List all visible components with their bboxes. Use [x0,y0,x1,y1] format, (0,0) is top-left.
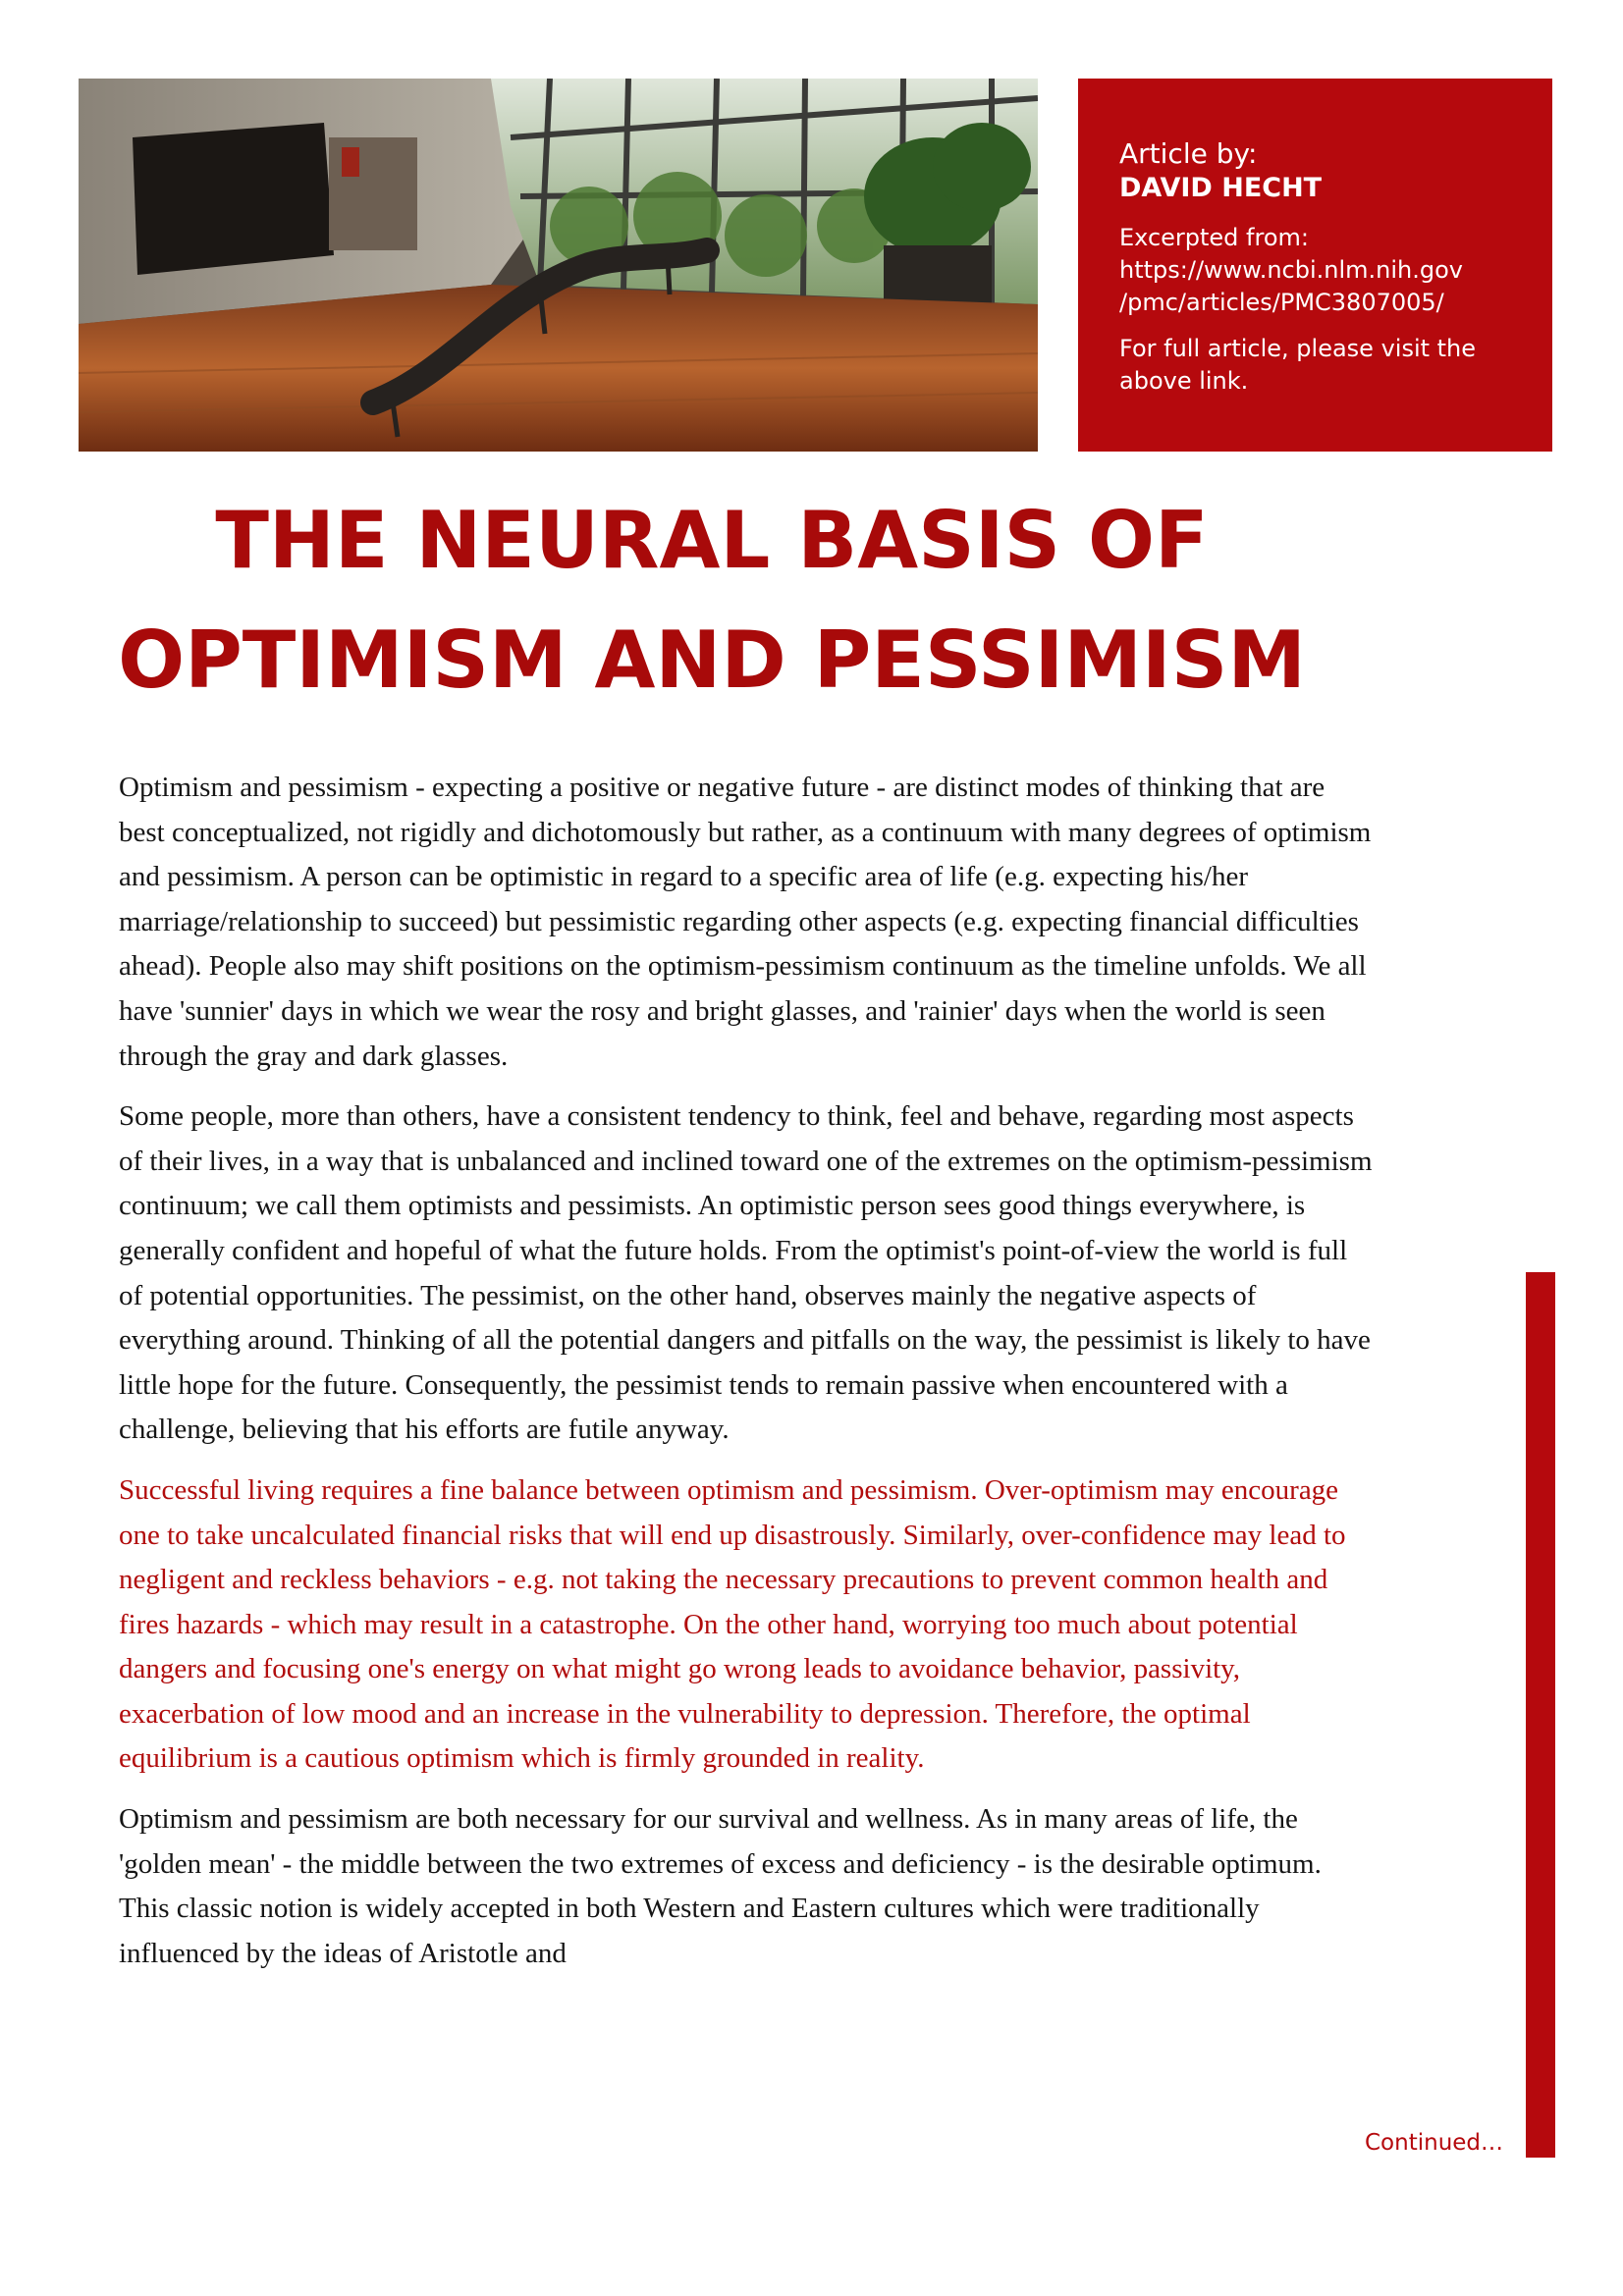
paragraph-2: Some people, more than others, have a consistent tendency to think, feel and behave, regarding most aspects of their lives, in a way that is unbalanced and inclined toward one of the extremes on the optimism-pessimism continuum; we call them optimists and pessimists. An optimistic person sees good things everywhere, is generally confident and hopeful of what the future holds. From the optimist's point-of-view the world is full of potential opportunities. The pessimist, on the other hand, observes mainly the negative aspects of everything around. Thinking of all the potential dangers and pitfalls on the way, the pessimist is likely to have little hope for the future. Consequently, the pessimist tends to remain passive when encountered with a challenge, believing that his efforts are futile anyway. [119,1100,1373,1446]
article-info-box [1078,79,1552,452]
interior-hall-image [79,79,1038,452]
excerpted-label: Excerpted from: [1119,224,1309,251]
decorative-side-bar [1526,1272,1555,2158]
title-line-1: THE NEURAL BASIS OF [215,495,1209,586]
paragraph-3-highlighted: Successful living requires a fine balance between optimism and pessimism. Over-optimism may encourage one to take uncalculated financial risks that will end up disastrously. Similarly, over-confidence may lead to negligent and reckless behaviors - e.g. not taking the necessary precautions to prevent common health and fires hazards - which may result in a catastrophe. On the other hand, worrying too much about potential dangers and focusing one's energy on what might go wrong leads to avoidance behavior, passivity, exacerbation of low mood and an increase in the vulnerability to depression. Therefore, the optimal equilibrium is a cautious optimism which is firmly grounded in reality. [119,1473,1346,1775]
source-url-line1[interactable]: https://www.ncbi.nlm.nih.gov [1119,256,1464,284]
page-title [79,481,1345,721]
title-line-2: OPTIMISM AND PESSIMISM [118,614,1306,706]
paragraph-4: Optimism and pessimism are both necessary for our survival and wellness. As in many areas of life, the 'golden mean' - the middle between the two extremes of excess and deficiency - is the desirable optimum. This classic notion is widely accepted in both Western and Eastern cultures which were traditionally influenced by the ideas of Aristotle and [119,1803,1322,1969]
source-url-line2[interactable]: /pmc/articles/PMC3807005/ [1119,289,1444,316]
header-photo [79,79,1038,452]
author-name: DAVID HECHT [1119,173,1323,203]
article-body [119,766,1376,1992]
note-line2: above link. [1119,367,1249,395]
note-line1: For full article, please visit the [1119,335,1477,362]
continued-label: Continued… [1365,2130,1504,2156]
article-by-label: Article by: [1119,137,1258,170]
paragraph-1: Optimism and pessimism - expecting a positive or negative future - are distinct modes of thinking that are best conceptualized, not rigidly and dichotomously but rather, as a continuum with many degrees of optimism and pessimism. A person can be optimistic in regard to a specific area of life (e.g. expecting his/her marriage/relationship to succeed) but pessimistic regarding other aspects (e.g. expecting financial difficulties ahead). People also may shift positions on the optimism-pessimism continuum as the timeline unfolds. We all have 'sunnier' days in which we wear the rosy and bright glasses, and 'rainier' days when the world is seen through the gray and dark glasses. [119,772,1372,1072]
